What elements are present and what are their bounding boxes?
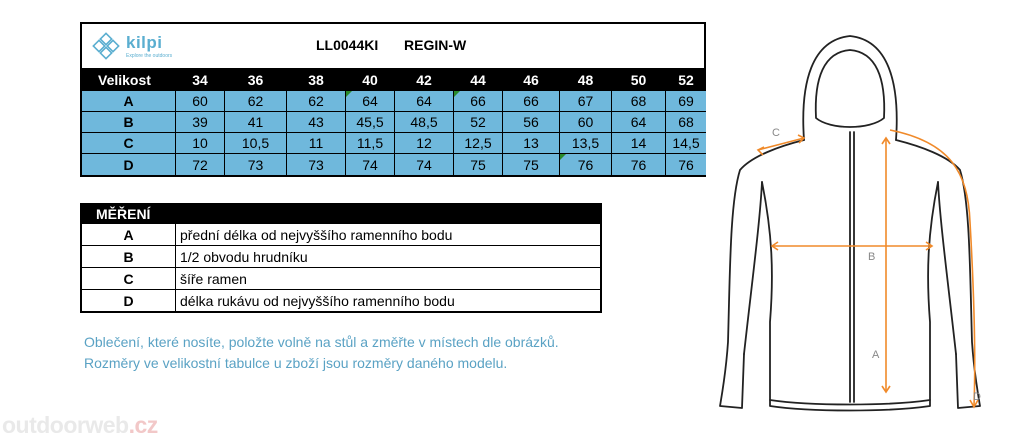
row-label: D <box>82 154 176 175</box>
table-cell: 67 <box>560 91 612 112</box>
size-table <box>80 22 706 177</box>
label-a: A <box>872 349 880 361</box>
measurement-header <box>82 205 600 224</box>
measurement-title: MĚŘENÍ <box>82 205 176 223</box>
table-cell: 68 <box>666 112 706 133</box>
table-cell: 66 <box>454 91 503 112</box>
kilpi-logo <box>92 30 202 64</box>
table-cell: 74 <box>346 154 395 175</box>
table-cell: 10 <box>176 133 225 154</box>
logo-tagline: Explore the outdoors <box>126 53 173 59</box>
table-cell: 14,5 <box>666 133 706 154</box>
size-header-row <box>82 70 704 91</box>
table-cell: 13,5 <box>560 133 612 154</box>
table-cell: 41 <box>225 112 287 133</box>
measurement-key: D <box>82 290 176 311</box>
jacket-outline <box>720 36 980 411</box>
kilpi-snowflake-icon <box>92 32 122 62</box>
measurement-key: B <box>82 246 176 267</box>
size-cell: 34 <box>176 70 225 91</box>
size-cell: 38 <box>287 70 346 91</box>
table-cell: 75 <box>503 154 560 175</box>
table-cell: 39 <box>176 112 225 133</box>
table-cell: 11,5 <box>346 133 395 154</box>
table-cell: 64 <box>395 91 454 112</box>
table-cell: 76 <box>666 154 706 175</box>
table-cell: 45,5 <box>346 112 395 133</box>
table-cell: 10,5 <box>225 133 287 154</box>
size-cell: 50 <box>612 70 666 91</box>
measurement-table <box>80 203 602 313</box>
row-label: A <box>82 91 176 112</box>
table-cell: 74 <box>395 154 454 175</box>
measurement-desc: délka rukávu od nejvyššího ramenního bodu <box>180 292 455 309</box>
measurement-arrows <box>758 130 978 407</box>
instruction-note: Rozměry ve velikostní tabulce u zboží jsou rozměry daného modelu. <box>84 355 508 371</box>
measurement-desc: 1/2 obvodu hrudníku <box>180 248 308 265</box>
label-b: B <box>868 251 876 263</box>
size-data-rows <box>82 91 704 175</box>
measurement-row <box>82 224 600 246</box>
table-cell: 11 <box>287 133 346 154</box>
table-cell: 12,5 <box>454 133 503 154</box>
table-cell: 12 <box>395 133 454 154</box>
table-cell: 56 <box>503 112 560 133</box>
row-label: B <box>82 112 176 133</box>
table-cell: 62 <box>287 91 346 112</box>
size-cell: 52 <box>666 70 706 91</box>
measurement-desc: přední délka od nejvyššího ramenního bodu <box>180 226 453 243</box>
measurement-key: C <box>82 268 176 289</box>
measurement-row <box>82 290 600 311</box>
size-cell: 42 <box>395 70 454 91</box>
label-d: D <box>973 391 981 403</box>
table-cell: 68 <box>612 91 666 112</box>
row-label: C <box>82 133 176 154</box>
model-name: REGIN-W <box>404 37 467 53</box>
size-cell: 48 <box>560 70 612 91</box>
model-code: LL0044KI <box>316 37 379 53</box>
instruction-note: Oblečení, které nosíte, položte volně na stůl a změřte v místech dle obrázků. <box>84 334 559 350</box>
table-cell: 60 <box>176 91 225 112</box>
size-header-label: Velikost <box>82 70 176 91</box>
size-cell: 44 <box>454 70 503 91</box>
label-c: C <box>772 127 780 139</box>
table-cell: 69 <box>666 91 706 112</box>
table-cell: 75 <box>454 154 503 175</box>
table-cell: 13 <box>503 133 560 154</box>
table-cell: 73 <box>225 154 287 175</box>
jacket-diagram <box>700 22 1000 422</box>
measurement-key: A <box>82 224 176 245</box>
table-cell: 64 <box>612 112 666 133</box>
measurement-desc: šíře ramen <box>180 270 247 287</box>
size-cell: 46 <box>503 70 560 91</box>
size-cell: 36 <box>225 70 287 91</box>
table-cell: 64 <box>346 91 395 112</box>
table-cell: 14 <box>612 133 666 154</box>
table-cell: 43 <box>287 112 346 133</box>
table-cell: 72 <box>176 154 225 175</box>
table-cell: 62 <box>225 91 287 112</box>
table-header <box>82 24 704 70</box>
table-cell: 52 <box>454 112 503 133</box>
size-cell: 40 <box>346 70 395 91</box>
measurement-row <box>82 268 600 290</box>
measurement-row <box>82 246 600 268</box>
logo-name: kilpi <box>126 33 163 52</box>
table-cell: 76 <box>560 154 612 175</box>
table-cell: 66 <box>503 91 560 112</box>
watermark-logo <box>2 412 158 439</box>
table-cell: 76 <box>612 154 666 175</box>
table-cell: 73 <box>287 154 346 175</box>
watermark-main: outdoorweb <box>2 412 129 438</box>
table-cell: 48,5 <box>395 112 454 133</box>
table-cell: 60 <box>560 112 612 133</box>
watermark-tld: .cz <box>128 412 158 438</box>
